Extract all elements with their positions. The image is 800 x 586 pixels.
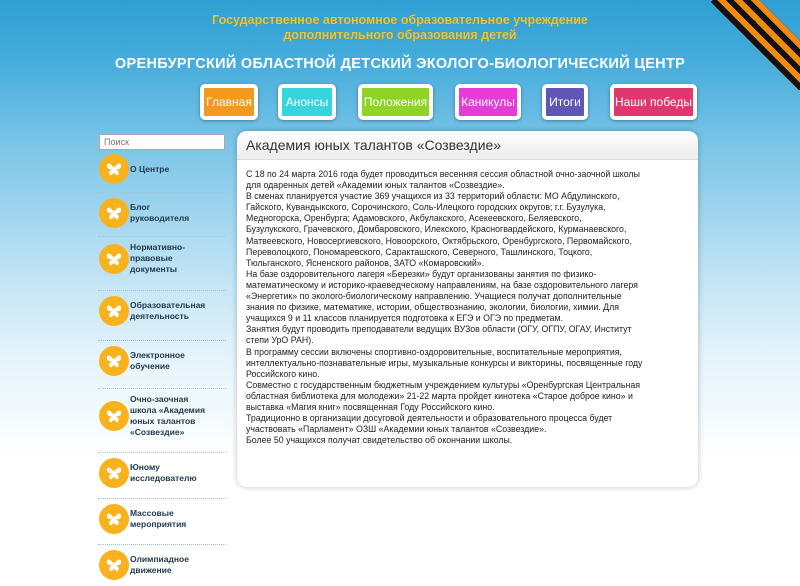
sidebar-item-label-line: документы [130,264,178,274]
article-line: Традиционно в организации досуговой деятельности и образовательного процесса будет [246,413,613,424]
butterfly-icon [99,154,129,184]
article-line: участвовать «Парламент» ОЗШ «Академии юных талантов «Созвездие». [246,424,547,435]
sidebar-item-label [130,508,186,530]
article-line: Занятия будут проводить преподаватели ведущих ВУЗов области (ОГУ, ОГПУ, ОГАУ, Институт [246,324,632,335]
article-line: степи УрО РАН). [246,335,314,346]
sidebar-item-label-line: Электронное [130,350,185,360]
nav-regulations[interactable]: Положения [358,84,433,120]
sidebar-item-label-line: Массовые [130,508,174,518]
sidebar-item-label [130,242,185,275]
butterfly-icon [99,198,129,228]
article-line: Медногорска, Оренбурга; Адамовского, Акбулакского, Асекеевского, Беляевского, [246,213,582,224]
sidebar-item-label-line: обучение [130,361,170,371]
org-line-2: дополнительного образования детей [283,28,517,42]
sidebar-item-label-line: правовые [130,253,173,263]
article-line: Совместно с государственным бюджетным учреждением культуры «Оренбургская Центральная [246,379,641,390]
sidebar-item-label-line: мероприятия [130,519,187,529]
sidebar-item-label-line: юных талантов [130,416,196,426]
article-line: «Энергетик» по эколого-биологическому направлению. Учащиеся получат дополнительные [246,291,622,302]
sidebar-divider [98,236,226,237]
org-line-1: Государственное автономное образовательное учреждение [212,13,588,27]
butterfly-icon [99,504,129,534]
sidebar-divider [98,452,226,453]
sidebar-item-label-line: Блог [130,202,151,212]
sidebar-item-label-line: Очно-заочная [130,394,189,404]
article-line: Бузулукского, Грачевского, Домбаровского, Илекского, Красногвардейского, Курманаевского, [246,224,627,235]
sidebar-item-label [130,462,197,484]
sidebar-divider [98,290,226,291]
sidebar-divider [98,340,226,341]
butterfly-icon [99,296,129,326]
sidebar-item-label-line: Образовательная [130,300,206,310]
sidebar-item-label-line: деятельность [130,311,189,321]
sidebar-item-label-line: Нормативно- [130,242,186,252]
article-panel [237,131,698,487]
nav-home[interactable]: Главная [200,84,258,120]
article-line: учащихся 9 и 11 классов планируется подготовка к ЕГЭ и ОГЭ по предметам. [246,313,564,324]
sidebar-item-label-line: Олимпиадное [130,554,189,564]
sidebar-item-label-line: Юному [130,462,160,472]
butterfly-icon [99,244,129,274]
nav-announcements[interactable]: Анонсы [278,84,336,120]
sidebar-item-label [130,164,169,175]
article-line: для одаренных детей «Академии юных талантов «Созвездие». [246,180,505,191]
sidebar-divider [98,388,226,389]
sidebar-item-label [130,300,205,322]
article-line: С 18 по 24 марта 2016 года будет проводиться весенняя сессия областной очно-заочной школы [246,169,640,179]
sidebar-item-label [130,202,189,224]
article-body [246,169,692,446]
butterfly-icon [99,346,129,376]
sidebar-divider [98,544,226,545]
nav-our-victories[interactable]: Наши победы [610,84,697,120]
sidebar-divider [98,498,226,499]
article-line: Гайского, Кувандыкского, Сорочинского, Соль-Илецкого городских округов; г.г. Бузулука, [246,202,606,213]
article-line: В программу сессии включены спортивно-оздоровительные, воспитательные мероприятия, [246,346,622,357]
article-line: интеллектуально-познавательные игры, музыкальные конкурсы и викторины, посвященные году [246,357,643,368]
article-line: областная библиотека для молодежи» 21-22 марта пройдет кинотека «Старое доброе кино» и [246,390,633,401]
article-line: Тюльганского, Ясненского районов, ЗАТО «Комаровский». [246,257,485,268]
article-line: выставка «Магия книг» посвященная Году Российского кино. [246,401,495,412]
article-line: На базе оздоровительного лагеря «Березки» будут организованы занятия по физико- [246,268,597,279]
nav-results[interactable]: Итоги [542,84,588,120]
article-line: Более 50 учащихся получат свидетельство об окончании школы. [246,435,513,446]
butterfly-icon [99,550,129,580]
sidebar-item-label-line: движение [130,565,172,575]
nav-holidays[interactable]: Каникулы [455,84,521,120]
article-line: В сменах планируется участие 369 учащихся из 33 территорий области: МО Абдулинского, [246,191,620,202]
sidebar-item-label-line: руководителя [130,213,190,223]
sidebar-item-label [130,394,205,438]
butterfly-icon [99,458,129,488]
search-input[interactable] [99,134,225,150]
sidebar-item-label-line: «Созвездие» [130,427,185,437]
sidebar-item-label [130,350,185,372]
article-line: Российского кино. [246,368,320,379]
center-title: ОРЕНБУРГСКИЙ ОБЛАСТНОЙ ДЕТСКИЙ ЭКОЛОГО-БИОЛОГИЧЕСКИЙ ЦЕНТР [114,56,686,72]
article-line: Матвеевского, Новосергиевского, Новоорского, Октябрьского, Оренбургского, Первомайского, [246,235,632,246]
sidebar-item-label-line: О Центре [130,164,170,174]
article-line: Переволоцкого, Пономаревского, Саракташского, Северного, Ташлинского, Тоцкого, [246,246,593,257]
article-line: математическому и историко-краеведческому направлениям, на базе оздоровительного лагеря [246,279,638,290]
sidebar-item-label-line: исследователю [130,473,197,483]
sidebar-divider [98,192,226,193]
sidebar-item-label-line: школа «Академия [130,405,206,415]
butterfly-icon [99,401,129,431]
sidebar-item-label [130,554,189,576]
article-line: знания по физике, математике, истории, обществознанию, экологии, биологии, химии. Для [246,302,620,313]
article-title: Академия юных талантов «Созвездие» [246,137,502,153]
